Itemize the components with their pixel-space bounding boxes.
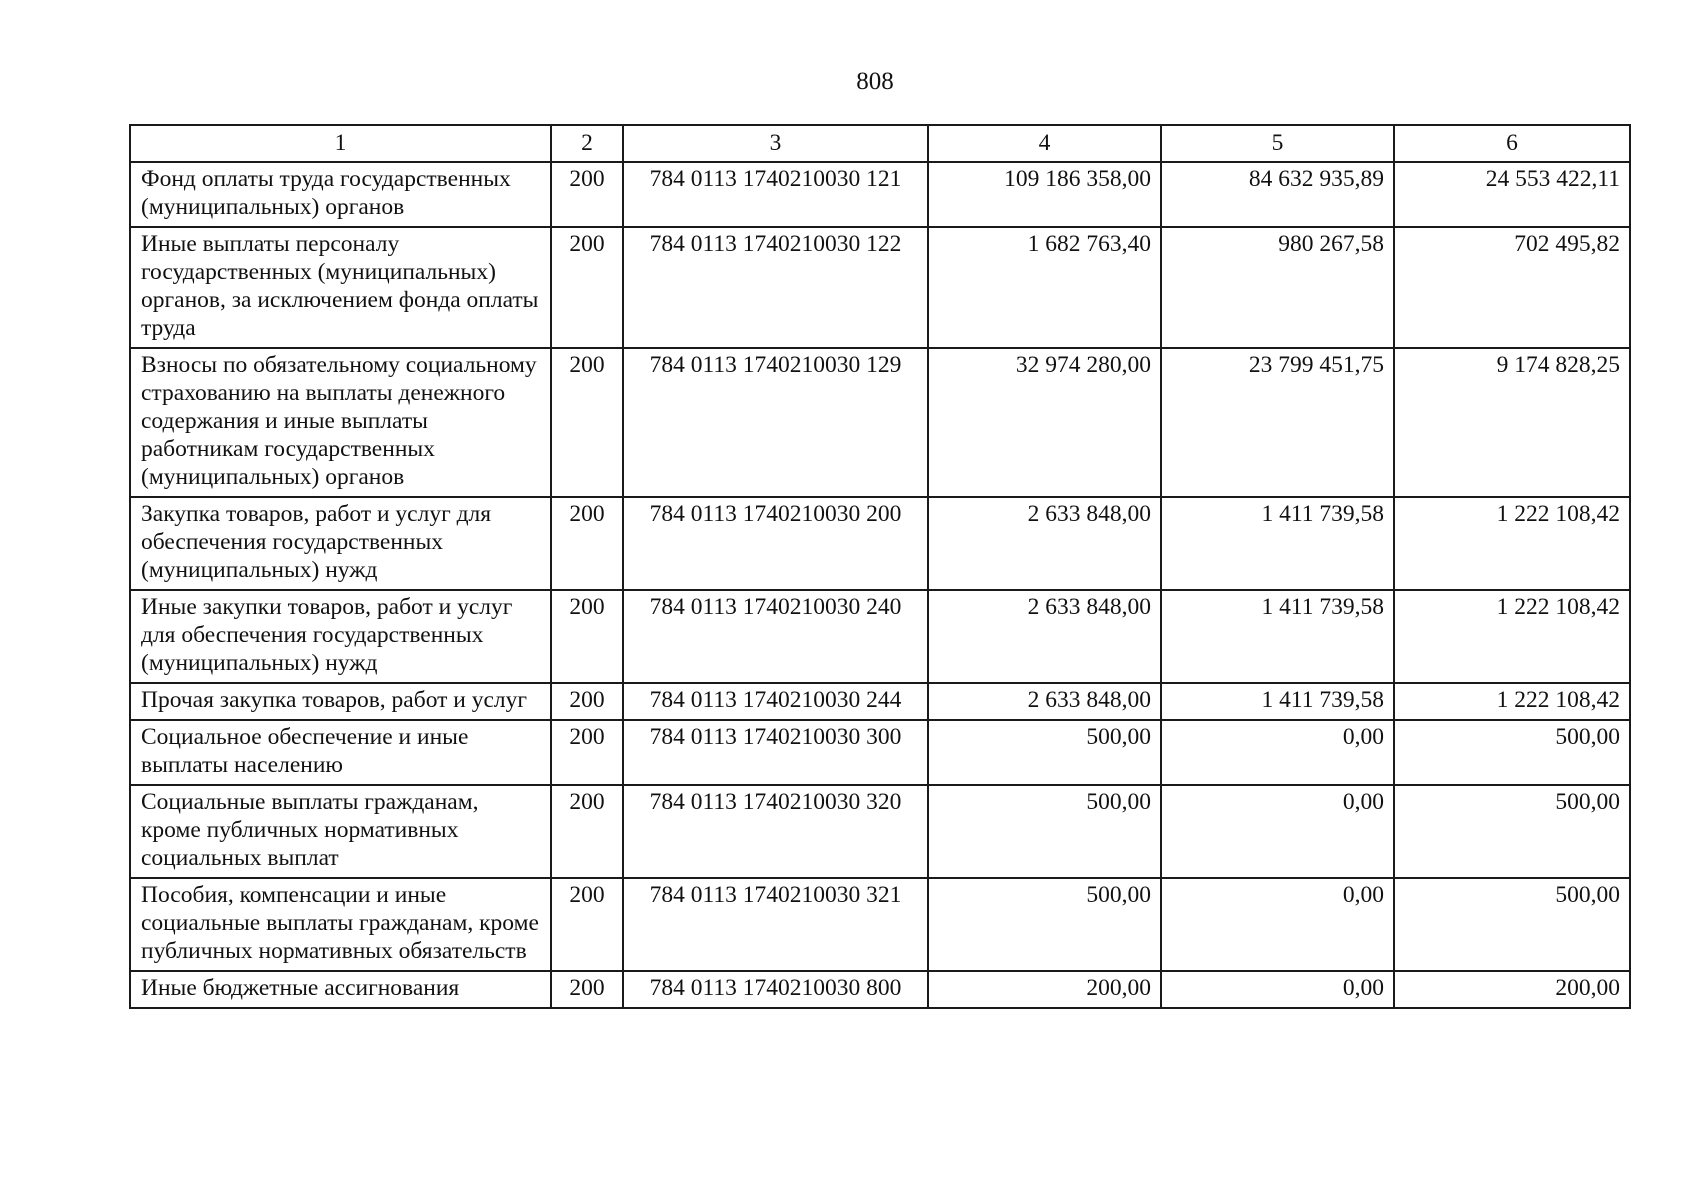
budget-classification-code-cell: 784 0113 1740210030 240 xyxy=(623,590,928,683)
line-code-cell: 200 xyxy=(551,683,623,720)
remaining-amount-cell: 200,00 xyxy=(1394,971,1630,1008)
expense-name-cell: Иные бюджетные ассигнования xyxy=(130,971,551,1008)
expense-name-cell: Фонд оплаты труда государственных (муниципальных) органов xyxy=(130,162,551,227)
approved-amount-cell: 1 682 763,40 xyxy=(928,227,1161,348)
line-code-cell: 200 xyxy=(551,878,623,971)
budget-execution-table xyxy=(129,124,1631,1009)
executed-amount-cell: 1 411 739,58 xyxy=(1161,590,1394,683)
budget-classification-code-cell: 784 0113 1740210030 300 xyxy=(623,720,928,785)
remaining-amount-cell: 500,00 xyxy=(1394,720,1630,785)
table-header-row xyxy=(130,125,1630,162)
budget-classification-code-cell: 784 0113 1740210030 800 xyxy=(623,971,928,1008)
remaining-amount-cell: 1 222 108,42 xyxy=(1394,683,1630,720)
table-row xyxy=(130,497,1630,590)
approved-amount-cell: 200,00 xyxy=(928,971,1161,1008)
expense-name-cell: Прочая закупка товаров, работ и услуг xyxy=(130,683,551,720)
expense-name-cell: Иные закупки товаров, работ и услуг для обеспечения государственных (муниципальных) нужд xyxy=(130,590,551,683)
approved-amount-cell: 500,00 xyxy=(928,785,1161,878)
approved-amount-cell: 32 974 280,00 xyxy=(928,348,1161,497)
table-row xyxy=(130,720,1630,785)
line-code-cell: 200 xyxy=(551,162,623,227)
table-row xyxy=(130,348,1630,497)
approved-amount-cell: 109 186 358,00 xyxy=(928,162,1161,227)
table-row xyxy=(130,590,1630,683)
expense-name-cell: Пособия, компенсации и иные социальные выплаты гражданам, кроме публичных нормативных обязательств xyxy=(130,878,551,971)
column-header: 1 xyxy=(130,125,551,162)
expense-name-cell: Иные выплаты персоналу государственных (муниципальных) органов, за исключением фонда оплаты труда xyxy=(130,227,551,348)
executed-amount-cell: 0,00 xyxy=(1161,971,1394,1008)
remaining-amount-cell: 500,00 xyxy=(1394,785,1630,878)
line-code-cell: 200 xyxy=(551,590,623,683)
column-header: 3 xyxy=(623,125,928,162)
budget-classification-code-cell: 784 0113 1740210030 129 xyxy=(623,348,928,497)
column-header: 6 xyxy=(1394,125,1630,162)
expense-name-cell: Социальные выплаты гражданам, кроме публичных нормативных социальных выплат xyxy=(130,785,551,878)
line-code-cell: 200 xyxy=(551,720,623,785)
remaining-amount-cell: 9 174 828,25 xyxy=(1394,348,1630,497)
budget-classification-code-cell: 784 0113 1740210030 122 xyxy=(623,227,928,348)
column-header: 4 xyxy=(928,125,1161,162)
table-row xyxy=(130,162,1630,227)
remaining-amount-cell: 24 553 422,11 xyxy=(1394,162,1630,227)
expense-name-cell: Взносы по обязательному социальному страхованию на выплаты денежного содержания и иные выплаты работникам государственных (муниципальных) органов xyxy=(130,348,551,497)
executed-amount-cell: 23 799 451,75 xyxy=(1161,348,1394,497)
budget-classification-code-cell: 784 0113 1740210030 200 xyxy=(623,497,928,590)
column-header: 2 xyxy=(551,125,623,162)
executed-amount-cell: 1 411 739,58 xyxy=(1161,497,1394,590)
approved-amount-cell: 2 633 848,00 xyxy=(928,590,1161,683)
line-code-cell: 200 xyxy=(551,348,623,497)
column-header: 5 xyxy=(1161,125,1394,162)
approved-amount-cell: 2 633 848,00 xyxy=(928,497,1161,590)
line-code-cell: 200 xyxy=(551,971,623,1008)
expense-name-cell: Закупка товаров, работ и услуг для обеспечения государственных (муниципальных) нужд xyxy=(130,497,551,590)
executed-amount-cell: 1 411 739,58 xyxy=(1161,683,1394,720)
approved-amount-cell: 2 633 848,00 xyxy=(928,683,1161,720)
table-row xyxy=(130,971,1630,1008)
table-row xyxy=(130,227,1630,348)
remaining-amount-cell: 1 222 108,42 xyxy=(1394,497,1630,590)
line-code-cell: 200 xyxy=(551,497,623,590)
remaining-amount-cell: 1 222 108,42 xyxy=(1394,590,1630,683)
table-row xyxy=(130,683,1630,720)
expense-name-cell: Социальное обеспечение и иные выплаты населению xyxy=(130,720,551,785)
remaining-amount-cell: 500,00 xyxy=(1394,878,1630,971)
remaining-amount-cell: 702 495,82 xyxy=(1394,227,1630,348)
executed-amount-cell: 0,00 xyxy=(1161,785,1394,878)
line-code-cell: 200 xyxy=(551,227,623,348)
approved-amount-cell: 500,00 xyxy=(928,720,1161,785)
line-code-cell: 200 xyxy=(551,785,623,878)
executed-amount-cell: 0,00 xyxy=(1161,720,1394,785)
budget-classification-code-cell: 784 0113 1740210030 321 xyxy=(623,878,928,971)
budget-classification-code-cell: 784 0113 1740210030 320 xyxy=(623,785,928,878)
budget-classification-code-cell: 784 0113 1740210030 244 xyxy=(623,683,928,720)
approved-amount-cell: 500,00 xyxy=(928,878,1161,971)
executed-amount-cell: 980 267,58 xyxy=(1161,227,1394,348)
executed-amount-cell: 84 632 935,89 xyxy=(1161,162,1394,227)
table-row xyxy=(130,785,1630,878)
table-row xyxy=(130,878,1630,971)
budget-classification-code-cell: 784 0113 1740210030 121 xyxy=(623,162,928,227)
page-number: 808 xyxy=(856,68,894,95)
executed-amount-cell: 0,00 xyxy=(1161,878,1394,971)
